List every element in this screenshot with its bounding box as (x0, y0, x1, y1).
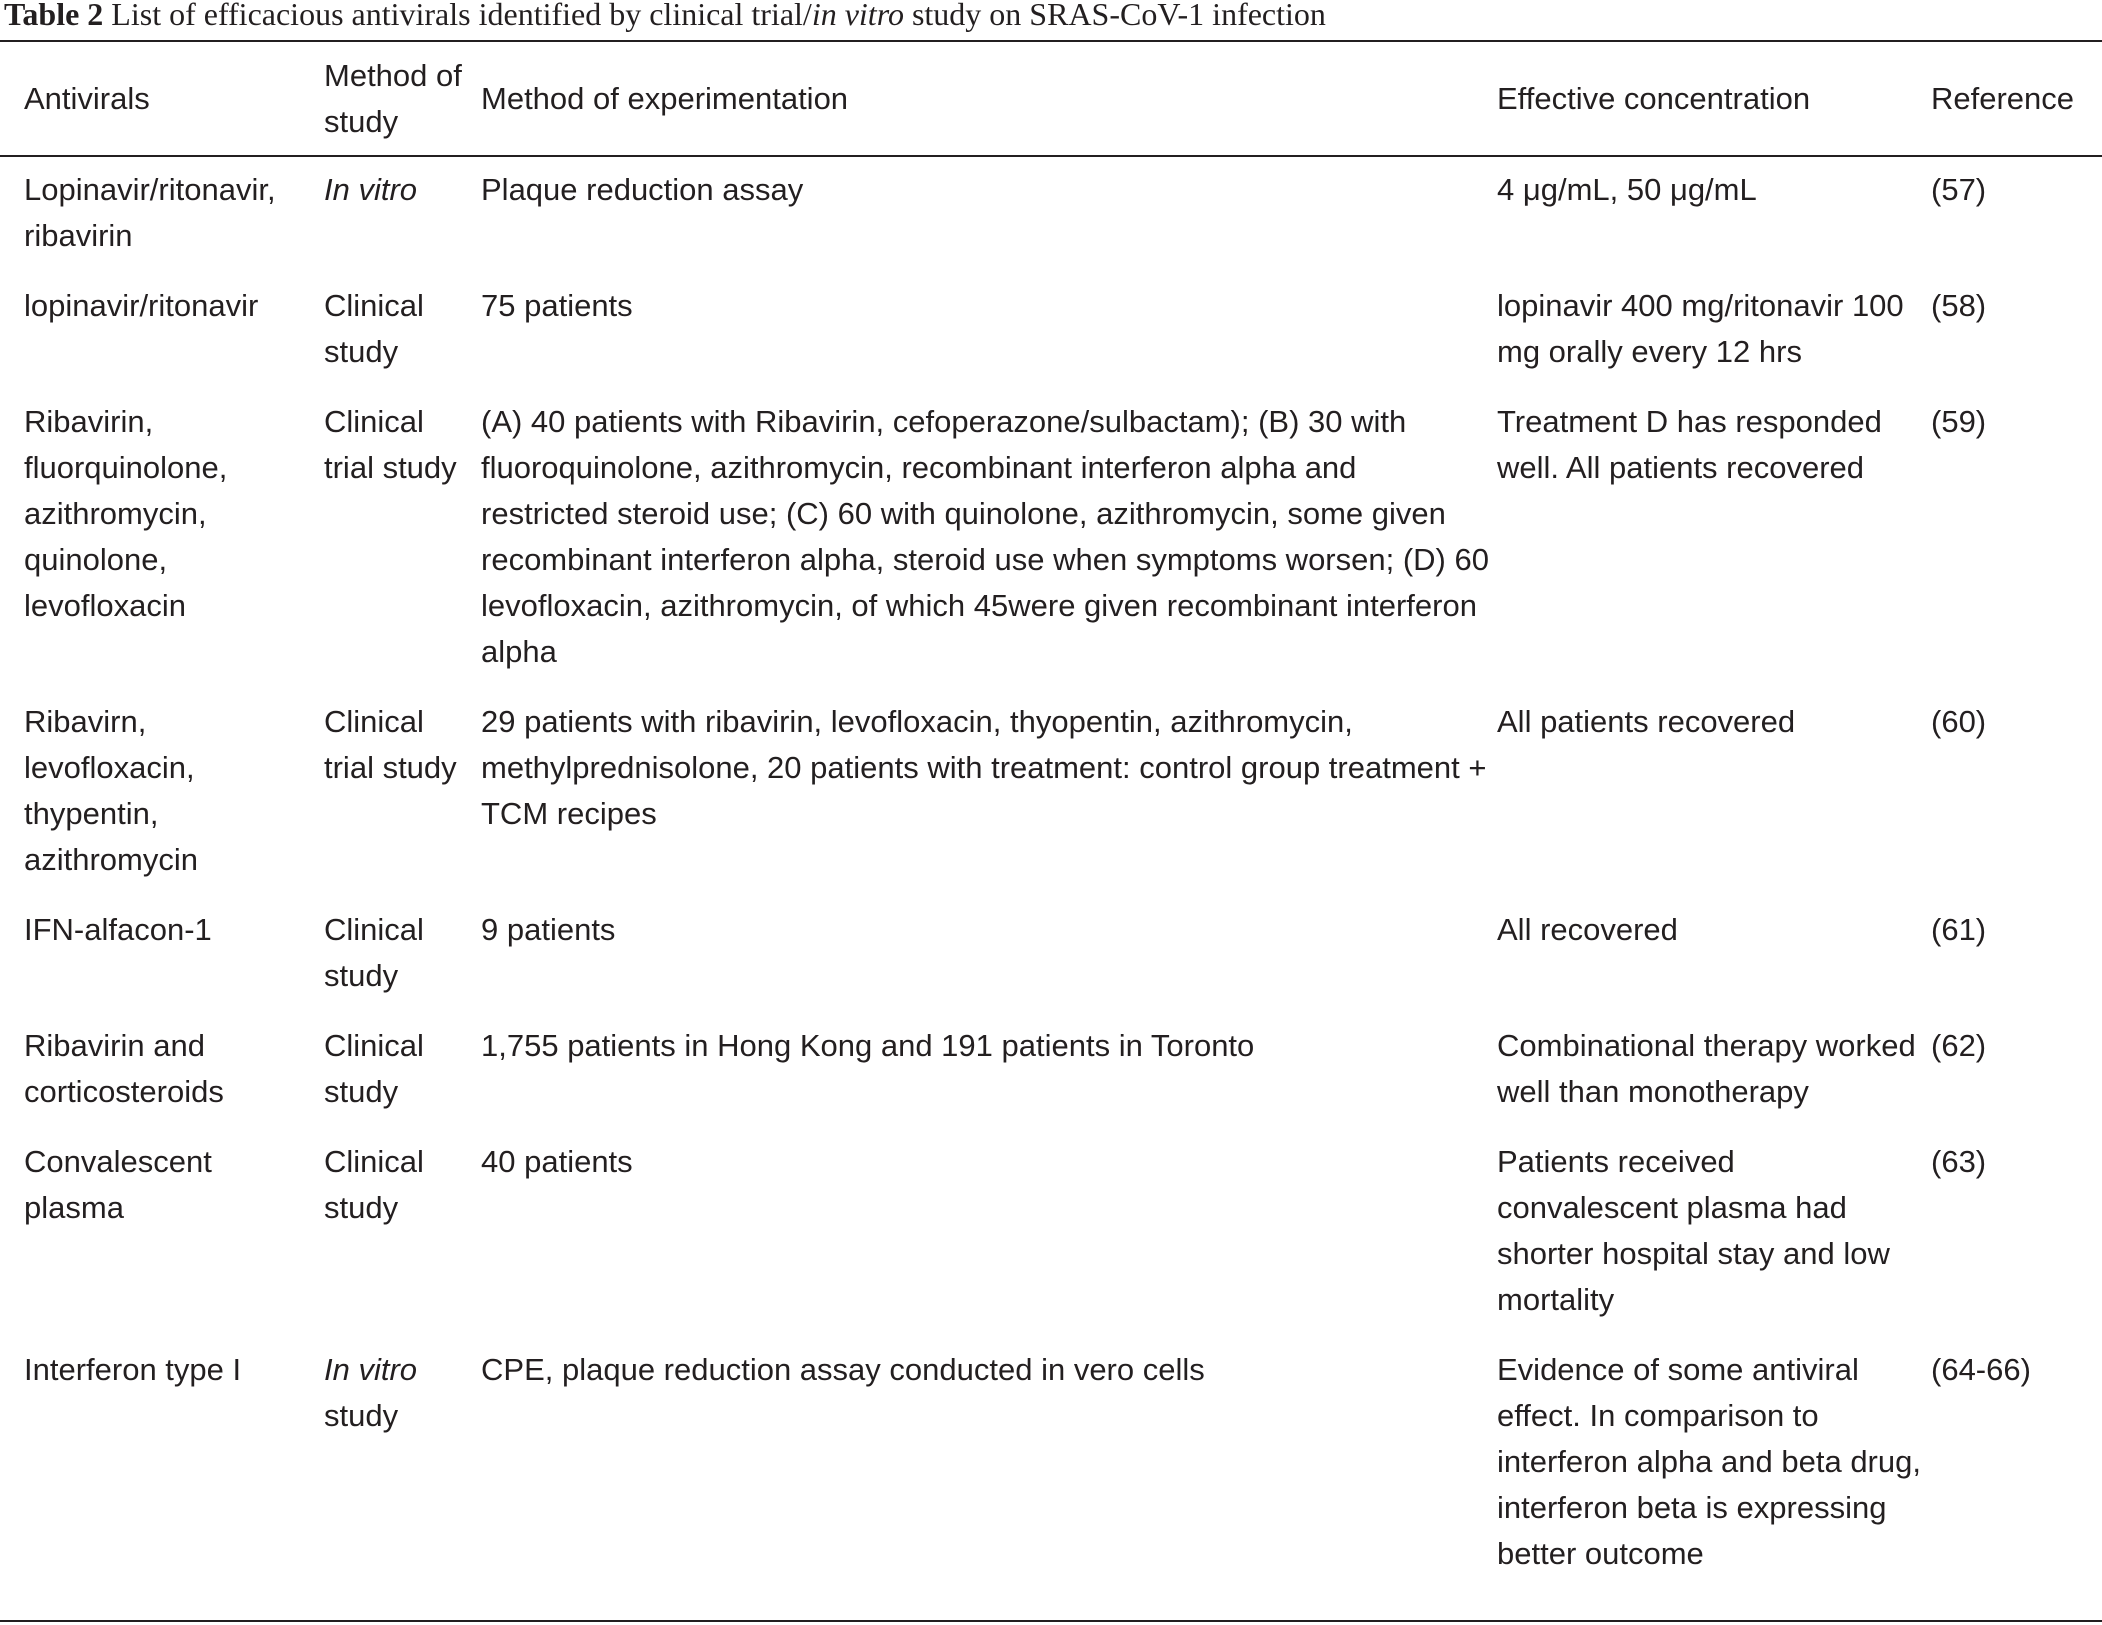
cell-method-of-experimentation: 29 patients with ribavirin, levofloxacin, thyopentin, azithromycin, methylprednisolone, 20 patients with treatment: control group treatment + TCM recipes (481, 704, 1487, 831)
cell-reference: (59) (1931, 404, 1987, 439)
cell-reference: (57) (1931, 172, 1987, 207)
cell-antivirals: Ribavirin, fluorquinolone, azithromycin, quinolone, levofloxacin (24, 404, 228, 623)
table-row (0, 895, 2102, 1011)
cell-effective-concentration: Evidence of some antiviral effect. In comparison to interferon alpha and beta drug, interferon beta is expressing better outcome (1497, 1352, 1921, 1571)
cell-antivirals: Interferon type I (24, 1352, 242, 1387)
header-effective-concentration: Effective concentration (1497, 80, 1811, 116)
cell-antivirals: Ribavirin and corticosteroids (24, 1028, 224, 1109)
antivirals-table (0, 42, 2102, 1589)
cell-method-of-experimentation: 9 patients (481, 912, 616, 947)
cell-method-of-study-italic: In vitro (324, 1352, 418, 1387)
cell-method-of-study: In vitro (324, 172, 418, 207)
table-row (0, 387, 2102, 687)
cell-effective-concentration: All recovered (1497, 912, 1678, 947)
cell-reference: (61) (1931, 912, 1987, 947)
cell-method-of-study: Clinical study (324, 912, 424, 993)
cell-antivirals: lopinavir/ritonavir (24, 288, 259, 323)
header-reference: Reference (1931, 80, 2075, 116)
cell-reference: (64-66) (1931, 1352, 2031, 1387)
cell-reference: (58) (1931, 288, 1987, 323)
cell-method-of-experimentation: 1,755 patients in Hong Kong and 191 patients in Toronto (481, 1028, 1255, 1063)
table-row (0, 1335, 2102, 1589)
cell-effective-concentration: Treatment D has responded well. All patients recovered (1497, 404, 1882, 485)
table-row (0, 1011, 2102, 1127)
cell-antivirals: Ribavirn, levofloxacin, thypentin, azithromycin (24, 704, 198, 877)
table-row (0, 271, 2102, 387)
cell-method-of-study: Clinical trial study (324, 404, 457, 485)
cell-antivirals: Convalescent plasma (24, 1144, 212, 1225)
cell-method-of-study: Clinical study (324, 288, 424, 369)
table-caption (4, 0, 1326, 34)
cell-method-of-study: Clinical study (324, 1028, 424, 1109)
header-method-of-study: Method of study (324, 57, 462, 139)
cell-method-of-study-plain: study (324, 1398, 399, 1433)
table-caption-text-1: List of efficacious antivirals identified by clinical trial/ (111, 0, 812, 32)
table-row (0, 687, 2102, 895)
table-row (0, 155, 2102, 271)
cell-method-of-study: Clinical study (324, 1144, 424, 1225)
cell-reference: (63) (1931, 1144, 1987, 1179)
cell-method-of-experimentation: (A) 40 patients with Ribavirin, cefoperazone/sulbactam); (B) 30 with fluoroquinolone, azithromycin, recombinant interferon alpha and restricted steroid use; (C) 60 with quinolone, azithromycin, some given recombinant interferon alpha, steroid use when symptoms worsen; (D) 60 levofloxacin, azithromycin, of which 45were given recombinant interferon alpha (481, 404, 1489, 669)
cell-method-of-experimentation: CPE, plaque reduction assay conducted in vero cells (481, 1352, 1205, 1387)
cell-effective-concentration: Combinational therapy worked well than monotherapy (1497, 1028, 1916, 1109)
cell-effective-concentration: All patients recovered (1497, 704, 1796, 739)
cell-method-of-experimentation: Plaque reduction assay (481, 172, 804, 207)
table-bottom-rule (0, 1620, 2102, 1622)
cell-method-of-experimentation: 40 patients (481, 1144, 633, 1179)
table-header-row (0, 42, 2102, 155)
header-method-of-experimentation: Method of experimentation (481, 80, 849, 116)
cell-effective-concentration: Patients received convalescent plasma had shorter hospital stay and low mortality (1497, 1144, 1890, 1317)
cell-effective-concentration: 4 μg/mL, 50 μg/mL (1497, 172, 1757, 207)
cell-method-of-study (324, 1335, 481, 1589)
cell-method-of-study: Clinical trial study (324, 704, 457, 785)
cell-reference: (62) (1931, 1028, 1987, 1063)
cell-method-of-experimentation: 75 patients (481, 288, 633, 323)
table-caption-text-2: study on SRAS-CoV-1 infection (903, 0, 1326, 32)
table-caption-text-italic: in vitro (811, 0, 904, 32)
cell-effective-concentration: lopinavir 400 mg/ritonavir 100 mg orally every 12 hrs (1497, 288, 1904, 369)
cell-antivirals: Lopinavir/ritonavir, ribavirin (24, 172, 276, 253)
cell-antivirals: IFN-alfacon-1 (24, 912, 212, 947)
header-antivirals: Antivirals (24, 80, 150, 116)
cell-reference: (60) (1931, 704, 1987, 739)
table-row (0, 1127, 2102, 1335)
table-caption-label: Table 2 (4, 0, 104, 32)
